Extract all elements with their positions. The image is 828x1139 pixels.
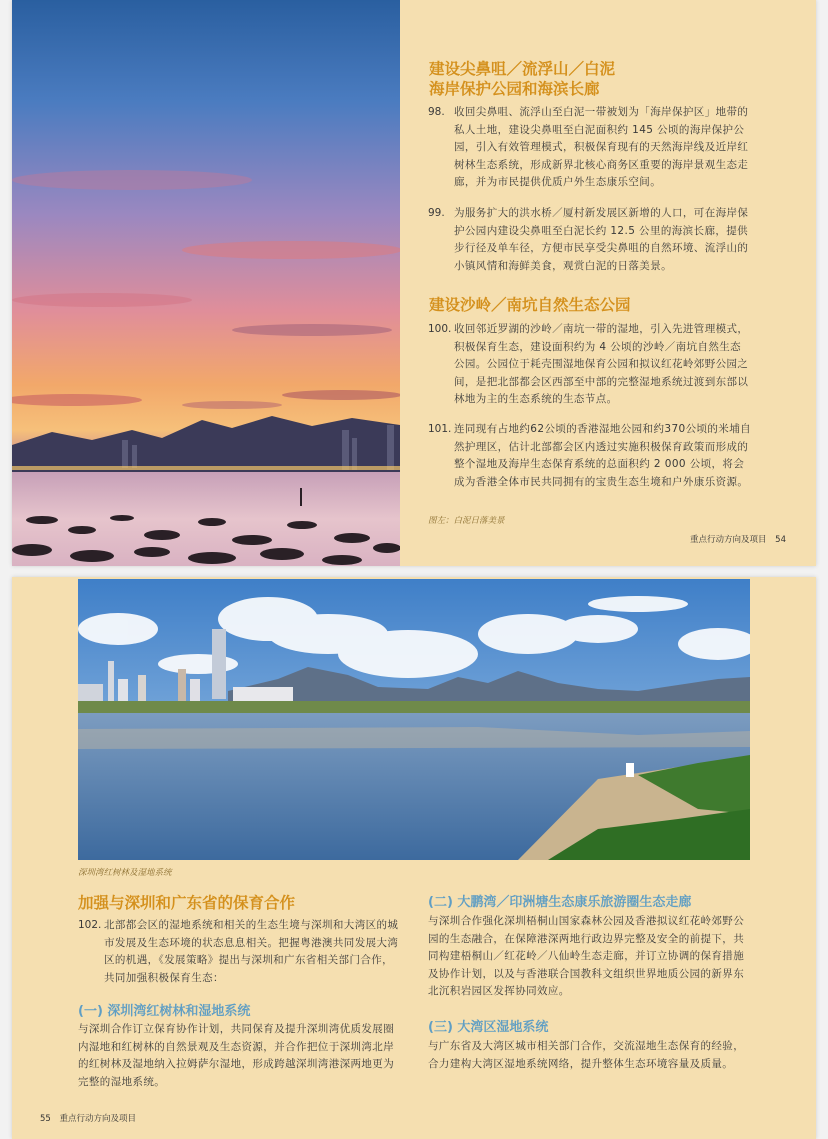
heading-coastal-park bbox=[429, 59, 615, 99]
subheading-shenzhen-bay: (一) 深圳湾红树林和湿地系统 bbox=[78, 1004, 251, 1019]
page-54 bbox=[12, 0, 816, 566]
page-number: 54 bbox=[775, 535, 786, 545]
shenzhen-bay-photo bbox=[78, 579, 750, 860]
paragraph-number: 99. bbox=[428, 207, 445, 219]
paragraph-number: 102. bbox=[78, 919, 102, 931]
paragraph-101 bbox=[428, 421, 751, 491]
paragraph-text: 连同现有占地约62公顷的香港湿地公园和约370公顷的米埔自然护理区，估计北部都会区内透过实施积极保育政策而形成的整个湿地及海岸生态保育系统的总面积约 2 000 公顷，将会成为香港全体市民共同拥有的宝贵生态生境和户外康乐资源。 bbox=[454, 423, 752, 488]
gba-wetland-text bbox=[428, 1038, 750, 1073]
page-number: 55 bbox=[40, 1114, 51, 1124]
page-footer bbox=[40, 1112, 136, 1124]
shenzhen-bay-text bbox=[78, 1021, 400, 1091]
footer-section-label: 重点行动方向及项目 bbox=[689, 535, 767, 545]
heading-ecological-park: 建设沙岭／南坑自然生态公园 bbox=[429, 296, 631, 314]
photo-caption: 深圳湾红树林及湿地系统 bbox=[78, 868, 172, 878]
paragraph-98 bbox=[428, 104, 751, 192]
paragraph-text: 与深圳合作订立保育协作计划，共同保育及提升深圳湾优质发展圈内湿地和红树林的自然景观及生态资源，并合作把位于深圳湾北岸的红树林及湿地纳入拉姆萨尔湿地，形成跨越深圳湾港深两地更为完整的湿地系统。 bbox=[78, 1023, 395, 1088]
paragraph-100 bbox=[428, 321, 751, 409]
paragraph-text: 北部都会区的湿地系统和相关的生态生境与深圳和大湾区的城市发展及生态环境的状态息息相关。把握粤港澳共同发展大湾区的机遇，《发展策略》提出与深圳和广东省相关部门合作，共同加强积极保育生态： bbox=[104, 919, 399, 984]
mirs-bay-text bbox=[428, 913, 750, 1001]
heading-cooperation: 加强与深圳和广东省的保育合作 bbox=[78, 894, 296, 912]
page-55 bbox=[12, 577, 816, 1139]
paragraph-text: 收回邻近罗湖的沙岭／南坑一带的湿地，引入先进管理模式，积极保育生态，建设面积约为 4 公顷的沙岭／南坑自然生态公园。公园位于耗壳围湿地保育公园和拟议红花岭郊野公园之间，是把北部都会区西部至中部的完整湿地系统过渡到东部以林地为主的生态系统的生态节点。 bbox=[454, 323, 749, 405]
footer-section-label: 重点行动方向及项目 bbox=[59, 1114, 137, 1124]
paragraph-102 bbox=[78, 917, 400, 987]
paragraph-text: 为服务扩大的洪水桥／厦村新发展区新增的人口，可在海岸保护公园内建设尖鼻咀至白泥长约 12.5 公里的海滨长廊，提供步行径及单车径，方便市民享受尖鼻咀的自然环境、流浮山的小镇风情和海鲜美食，观赏白泥的日落美景。 bbox=[454, 207, 749, 272]
heading-coastal-park-line2: 海岸保护公园和海滨长廊 bbox=[429, 80, 600, 98]
paragraph-text: 与广东省及大湾区城市相关部门合作，交流湿地生态保育的经验，合力建构大湾区湿地系统网络，提升整体生态环境容量及质量。 bbox=[428, 1040, 745, 1070]
paragraph-number: 100. bbox=[428, 323, 452, 335]
subheading-mirs-bay: (二) 大鹏湾／印洲塘生态康乐旅游圈生态走廊 bbox=[428, 895, 692, 910]
photo-caption: 图左：白泥日落美景 bbox=[428, 516, 505, 526]
paragraph-number: 98. bbox=[428, 106, 445, 118]
paragraph-number: 101. bbox=[428, 423, 452, 435]
paragraph-text: 收回尖鼻咀、流浮山至白泥一带被划为「海岸保护区」地带的私人土地，建设尖鼻咀至白泥面积约 145 公顷的海岸保护公园，引入有效管理模式，积极保育现有的天然海岸线及近岸红树林生态系统，形成新界北核心商务区重要的海岸景观生态走廊，并为市民提供优质户外生态康乐空间。 bbox=[454, 106, 749, 188]
heading-coastal-park-line1: 建设尖鼻咀／流浮山／白泥 bbox=[429, 60, 616, 78]
page-footer bbox=[690, 533, 786, 545]
sunset-photo bbox=[12, 0, 400, 566]
paragraph-99 bbox=[428, 205, 751, 275]
paragraph-text: 与深圳合作强化深圳梧桐山国家森林公园及香港拟议红花岭郊野公园的生态融合，在保障港深两地行政边界完整及安全的前提下，共同构建梧桐山／红花岭／八仙岭生态走廊，并订立协调的保育措施及协作计划，以及与香港联合国教科文组织世界地质公园的新界东北沉积岩园区发挥协同效应。 bbox=[428, 915, 745, 997]
subheading-gba-wetland: (三) 大湾区湿地系统 bbox=[428, 1020, 549, 1035]
